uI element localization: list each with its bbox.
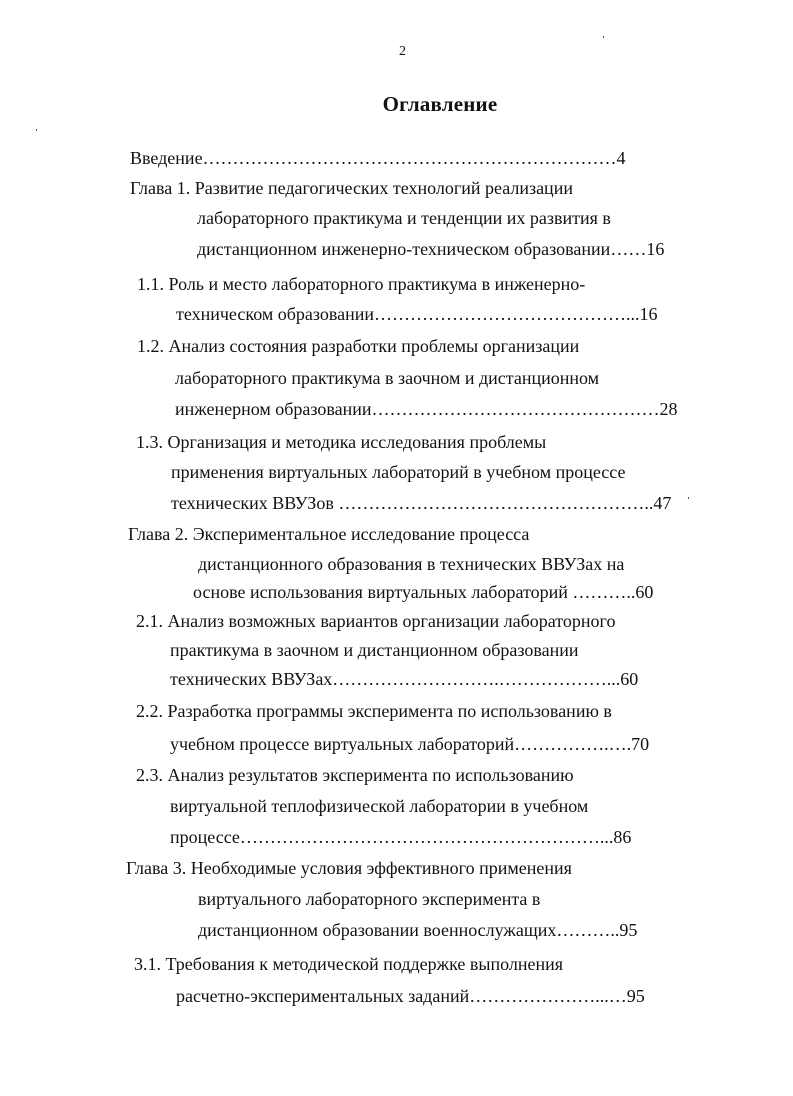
toc-line: расчетно-экспериментальных заданий…………………...…95 [176, 986, 645, 1006]
toc-line: лабораторного практикума в заочном и дистанционном [175, 368, 600, 388]
scan-speck [688, 497, 689, 499]
toc-line: инженерном образовании…………………………………………28 [175, 399, 678, 419]
toc-line: лабораторного практикума и тенденции их развития в [197, 208, 611, 228]
toc-line: техническом образовании……………………………………...16 [176, 304, 658, 324]
toc-line: виртуальной теплофизической лаборатории в учебном [170, 796, 589, 816]
toc-line: Глава 1. Развитие педагогических технологий реализации [130, 178, 573, 198]
toc-line: применения виртуальных лабораторий в учебном процессе [171, 462, 626, 482]
toc-line: 3.1. Требования к методической поддержке выполнения [134, 954, 564, 974]
toc-line: учебном процессе виртуальных лабораторий…………….….70 [170, 734, 650, 754]
toc-line: 1.2. Анализ состояния разработки проблемы организации [137, 336, 580, 356]
toc-line: технических ВВУЗах……………………….………………...60 [170, 669, 639, 689]
toc-line: Глава 3. Необходимые условия эффективного применения [126, 858, 572, 878]
toc-line: Глава 2. Экспериментальное исследование процесса [128, 524, 530, 544]
scan-speck [36, 129, 37, 131]
toc-line: дистанционного образования в технических ВВУЗах на [198, 554, 625, 574]
toc-line: дистанционном образовании военнослужащих………..95 [198, 920, 638, 940]
toc-line: технических ВВУЗов ……………………………………………..47 [171, 493, 672, 513]
toc-line: виртуального лабораторного эксперимента в [198, 889, 541, 909]
toc-line: 2.1. Анализ возможных вариантов организации лабораторного [136, 611, 616, 631]
page-title: Оглавление [382, 92, 498, 116]
toc-line: дистанционном инженерно-техническом образовании……16 [197, 239, 665, 259]
toc-line: основе использования виртуальных лабораторий ………..60 [193, 582, 654, 602]
page-number: 2 [399, 44, 406, 59]
toc-line: 1.3. Организация и методика исследования проблемы [136, 432, 547, 452]
toc-line: 2.2. Разработка программы эксперимента по использованию в [136, 701, 612, 721]
toc-line: практикума в заочном и дистанционном образовании [170, 640, 579, 660]
scan-speck [603, 36, 604, 38]
toc-line: 1.1. Роль и место лабораторного практикума в инженерно- [137, 274, 586, 294]
toc-line: процессе……………………………………………………...86 [170, 827, 632, 847]
toc-line: 2.3. Анализ результатов эксперимента по использованию [136, 765, 574, 785]
toc-line: Введение……………………………………………………………4 [130, 148, 626, 168]
